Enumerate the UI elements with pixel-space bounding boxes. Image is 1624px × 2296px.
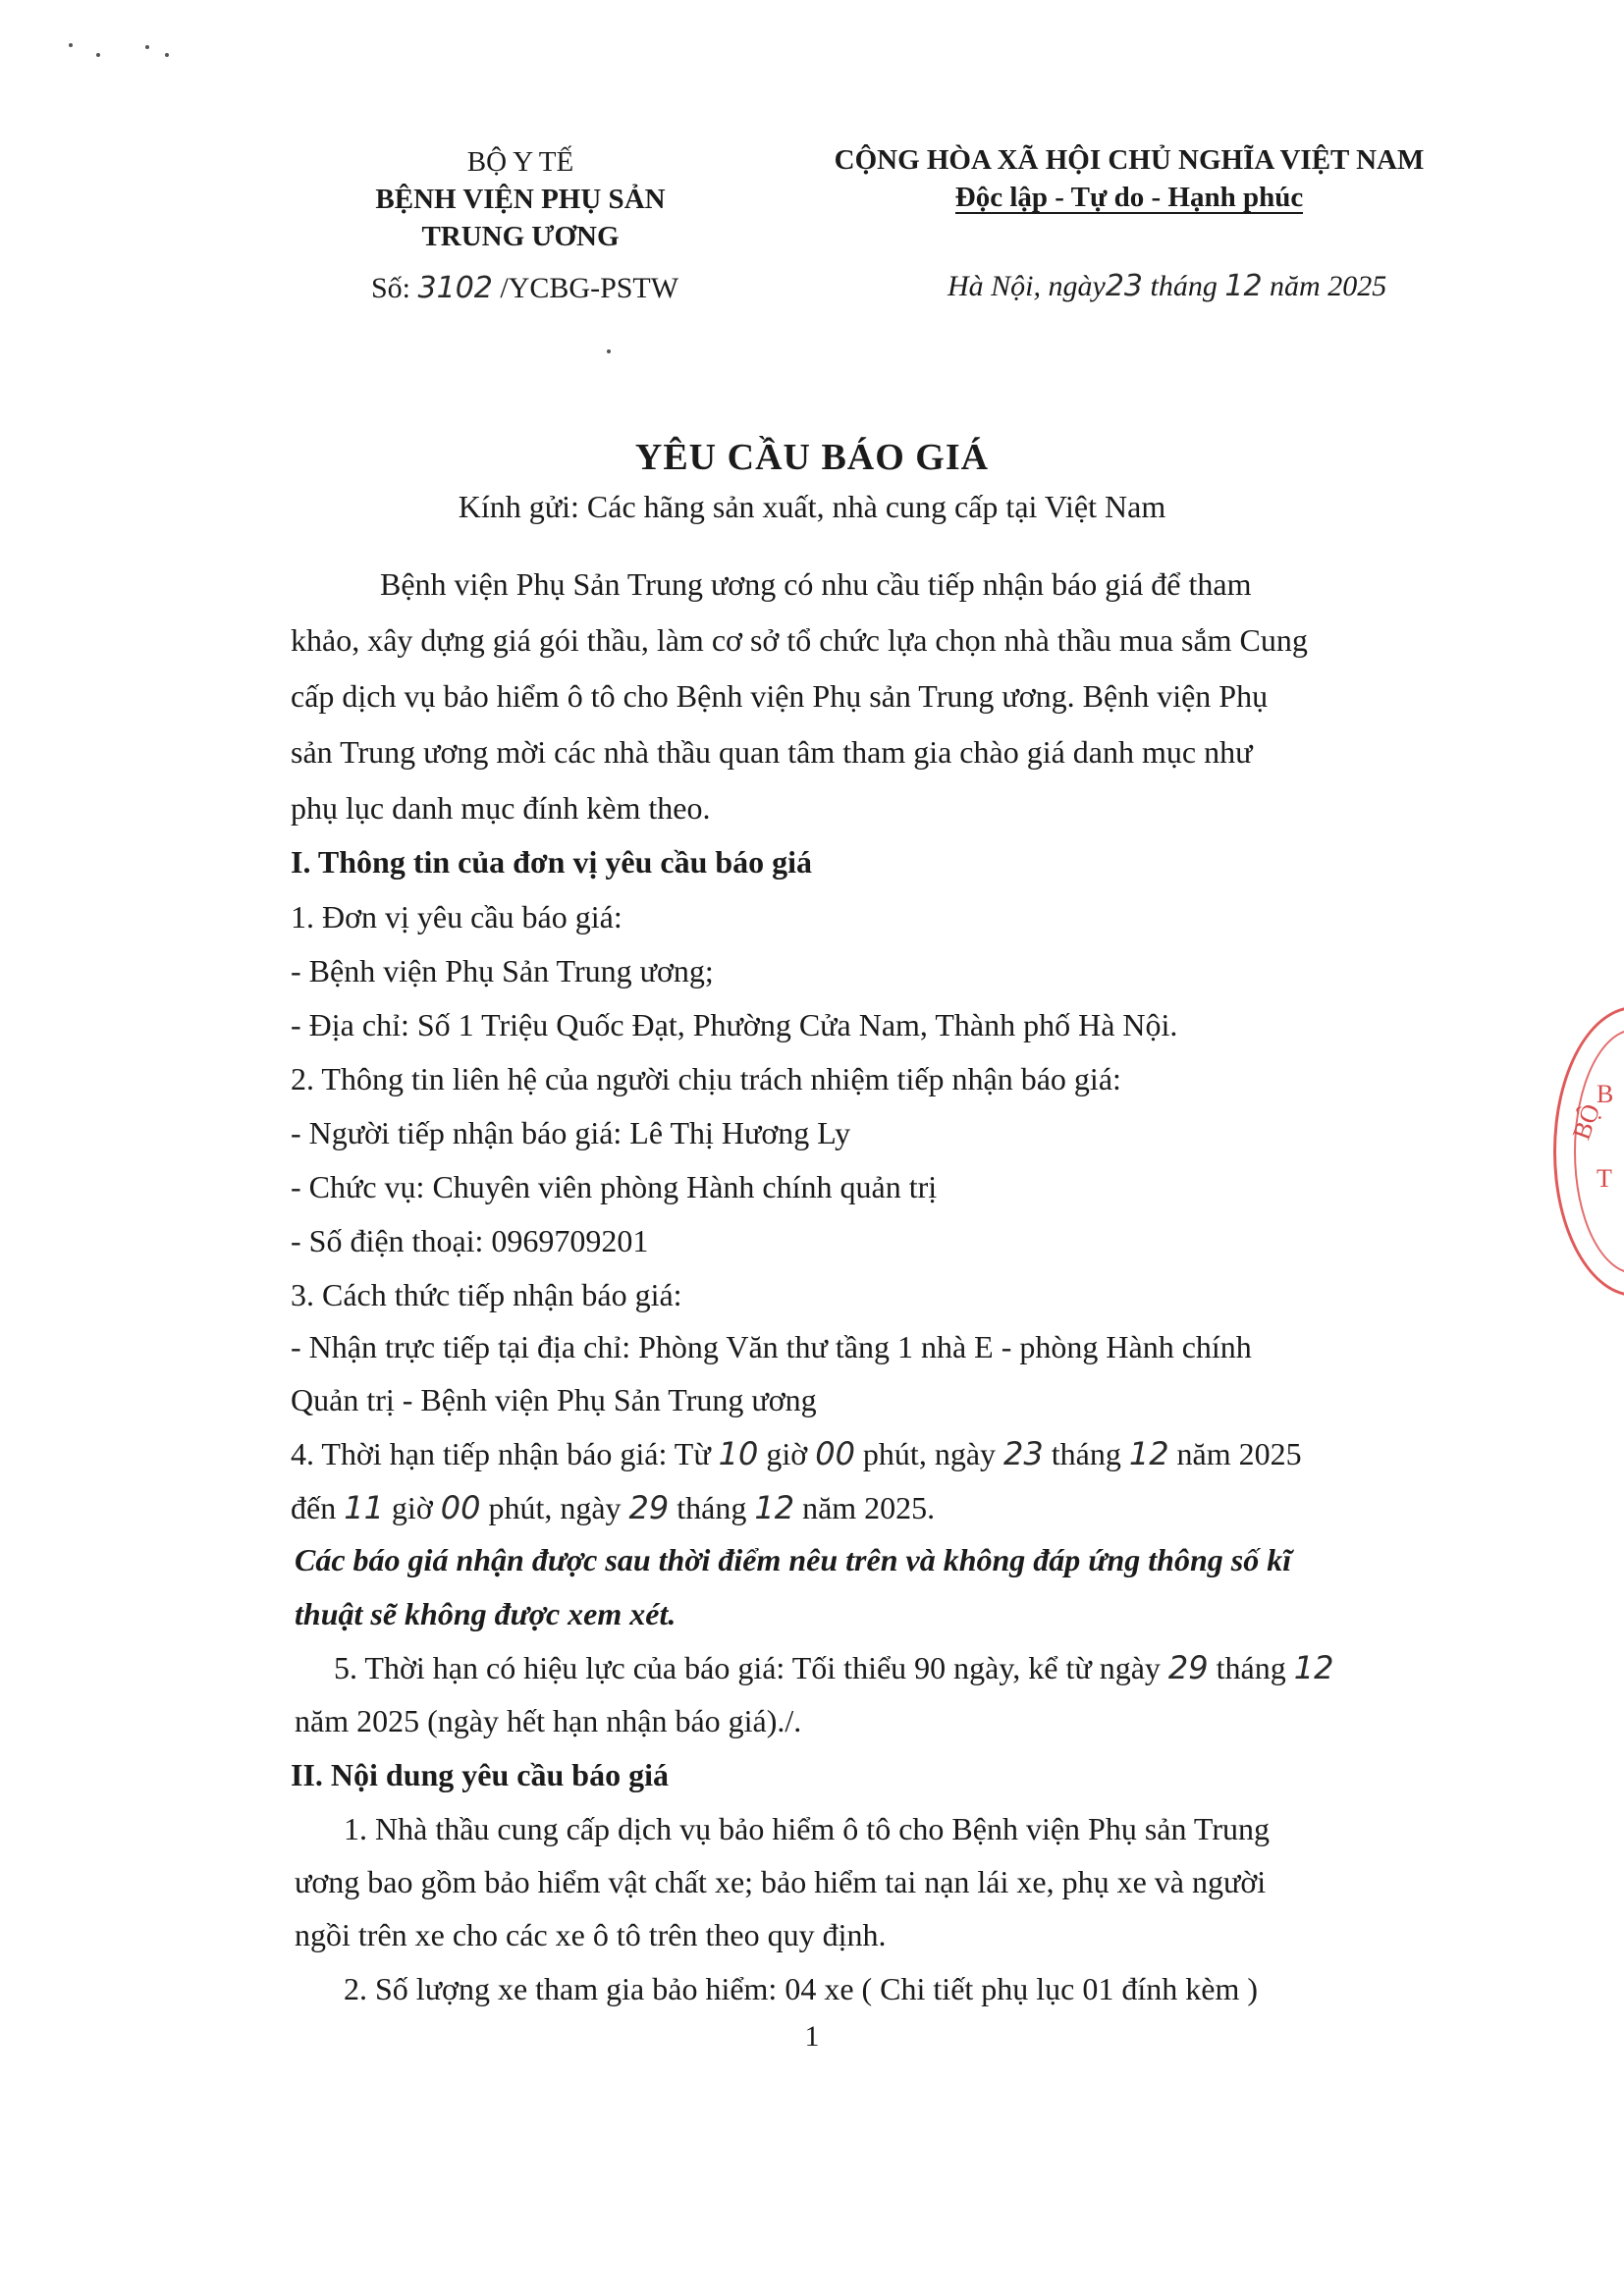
section-1-item-2c: - Số điện thoại: 0969709201	[291, 1223, 649, 1258]
document-title: YÊU CẦU BÁO GIÁ	[634, 437, 990, 478]
section-1-item-2: 2. Thông tin liên hệ của người chịu trách nhiệm tiếp nhận báo giá:	[291, 1061, 1121, 1096]
hospital-name-line2: TRUNG ƯƠNG	[421, 221, 620, 252]
section-1-item-4-line2	[291, 1489, 935, 1526]
date-month-handwritten: 12	[1224, 269, 1263, 303]
item4-text: năm 2025.	[794, 1490, 936, 1525]
scan-speck	[607, 349, 611, 353]
country-name: CỘNG HÒA XÃ HỘI CHỦ NGHĨA VIỆT NAM	[834, 144, 1425, 176]
page-number: 1	[804, 2020, 820, 2053]
date-year: năm 2025	[1262, 270, 1387, 302]
item4-text: phút, ngày	[854, 1436, 1004, 1471]
issuing-organization	[324, 143, 717, 255]
item4-end-minute: 00	[440, 1489, 481, 1526]
ministry-name: BỘ Y TẾ	[466, 146, 574, 178]
item5-text: tháng	[1208, 1650, 1294, 1685]
intro-line-5: phụ lục danh mục đính kèm theo.	[291, 790, 711, 826]
item4-text: tháng	[669, 1490, 755, 1525]
date-month-label: tháng	[1143, 270, 1225, 302]
intro-line-1: Bệnh viện Phụ Sản Trung ương có nhu cầu tiếp nhận báo giá để tham	[380, 566, 1252, 602]
national-header	[785, 141, 1473, 216]
section-1-item-3a-line1: - Nhận trực tiếp tại địa chỉ: Phòng Văn thư tầng 1 nhà E - phòng Hành chính	[291, 1329, 1252, 1364]
item4-end-month: 12	[754, 1489, 795, 1526]
section-1-item-1a: - Bệnh viện Phụ Sản Trung ương;	[291, 953, 714, 988]
section-1-item-2b: - Chức vụ: Chuyên viên phòng Hành chính quản trị	[291, 1169, 938, 1204]
section-2-para-1-line1: 1. Nhà thầu cung cấp dịch vụ bảo hiểm ô tô cho Bệnh viện Phụ sản Trung	[344, 1811, 1270, 1846]
item4-start-hour: 10	[718, 1435, 759, 1472]
item4-start-minute: 00	[815, 1435, 855, 1472]
item4-text: 4. Thời hạn tiếp nhận báo giá: Từ	[291, 1436, 719, 1471]
section-1-item-3: 3. Cách thức tiếp nhận báo giá:	[291, 1277, 682, 1312]
scan-speck	[69, 43, 73, 47]
section-2-heading: II. Nội dung yêu cầu báo giá	[291, 1757, 669, 1792]
intro-line-2: khảo, xây dựng giá gói thầu, làm cơ sở tổ chức lựa chọn nhà thầu mua sắm Cung	[291, 622, 1308, 658]
document-number-handwritten: 3102	[417, 271, 493, 305]
scan-speck	[165, 53, 169, 57]
stamp-text: BỘ	[1566, 1099, 1606, 1144]
section-1-item-4-line1	[291, 1435, 1302, 1472]
section-1-heading: I. Thông tin của đơn vị yêu cầu báo giá	[291, 844, 813, 880]
national-motto: Độc lập - Tự do - Hạnh phúc	[954, 182, 1304, 213]
item5-month: 12	[1293, 1649, 1334, 1686]
stamp-text: B	[1597, 1080, 1614, 1108]
stamp-text: T	[1597, 1164, 1612, 1193]
item4-end-day: 29	[628, 1489, 670, 1526]
item5-text: 5. Thời hạn có hiệu lực của báo giá: Tối thiểu 90 ngày, kể từ ngày	[334, 1650, 1168, 1685]
item4-text: giờ	[758, 1436, 816, 1471]
item4-text: đến	[291, 1490, 345, 1525]
date-prefix: Hà Nội, ngày	[947, 270, 1106, 302]
intro-line-4: sản Trung ương mời các nhà thầu quan tâm tham gia chào giá danh mục như	[291, 734, 1253, 770]
section-1-item-5-line1	[334, 1649, 1333, 1686]
scan-speck	[145, 45, 149, 49]
item4-text: giờ	[383, 1490, 441, 1525]
document-number	[371, 271, 678, 305]
item5-day: 29	[1167, 1649, 1209, 1686]
section-2-para-1-line3: ngồi trên xe cho các xe ô tô trên theo quy định.	[295, 1917, 887, 1952]
hospital-name-line1: BỆNH VIỆN PHỤ SẢN	[375, 184, 666, 215]
document-number-suffix: /YCBG-PSTW	[492, 272, 679, 304]
section-1-item-1: 1. Đơn vị yêu cầu báo giá:	[291, 899, 623, 934]
section-1-item-3a-line2: Quản trị - Bệnh viện Phụ Sản Trung ương	[291, 1382, 817, 1417]
red-seal-stamp	[1553, 1006, 1624, 1297]
notice-line-1: Các báo giá nhận được sau thời điểm nêu trên và không đáp ứng thông số kĩ	[295, 1542, 1292, 1577]
item4-text: tháng	[1043, 1436, 1129, 1471]
item4-text: năm 2025	[1168, 1436, 1302, 1471]
item4-start-day: 23	[1003, 1435, 1044, 1472]
date-day-handwritten: 23	[1105, 269, 1144, 303]
scan-speck	[96, 53, 100, 57]
intro-line-3: cấp dịch vụ bảo hiểm ô tô cho Bệnh viện Phụ sản Trung ương. Bệnh viện Phụ	[291, 678, 1269, 714]
section-2-para-1-line2: ương bao gồm bảo hiểm vật chất xe; bảo hiểm tai nạn lái xe, phụ xe và người	[295, 1864, 1267, 1899]
notice-line-2: thuật sẽ không được xem xét.	[295, 1596, 677, 1631]
document-date	[947, 269, 1386, 303]
item4-start-month: 12	[1128, 1435, 1169, 1472]
section-1-item-1b: - Địa chỉ: Số 1 Triệu Quốc Đạt, Phường Cửa Nam, Thành phố Hà Nội.	[291, 1007, 1178, 1042]
item4-text: phút, ngày	[480, 1490, 629, 1525]
document-number-prefix: Số:	[371, 272, 418, 304]
section-1-item-5-line2: năm 2025 (ngày hết hạn nhận báo giá)./.	[295, 1703, 802, 1738]
section-2-para-2: 2. Số lượng xe tham gia bảo hiểm: 04 xe ( Chi tiết phụ lục 01 đính kèm )	[344, 1971, 1259, 2006]
recipient-line: Kính gửi: Các hãng sản xuất, nhà cung cấp tại Việt Nam	[458, 489, 1166, 524]
section-1-item-2a: - Người tiếp nhận báo giá: Lê Thị Hương Ly	[291, 1115, 851, 1150]
item4-end-hour: 11	[344, 1489, 384, 1526]
